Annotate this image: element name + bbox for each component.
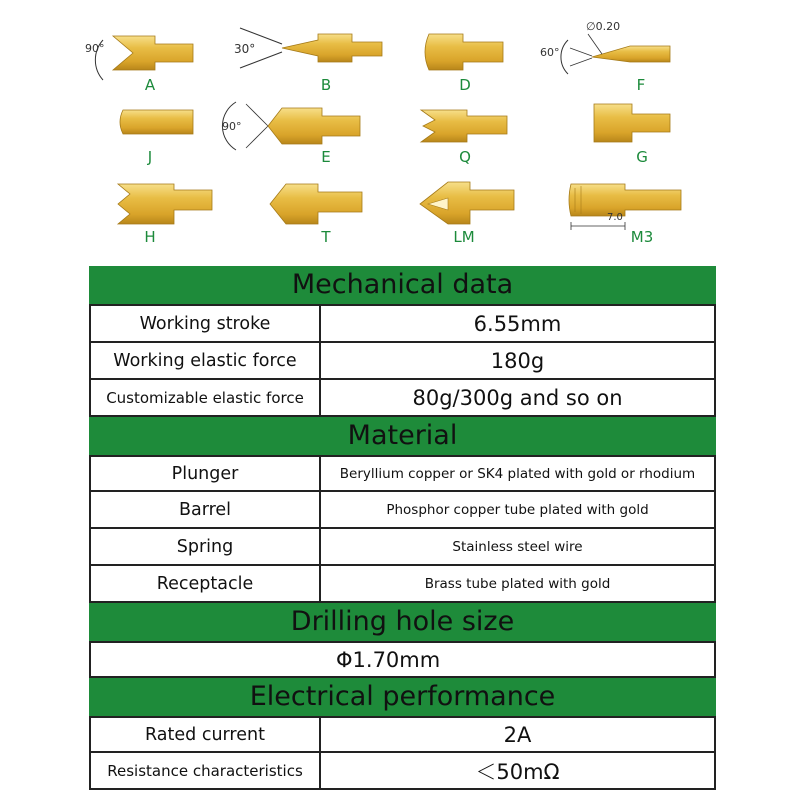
- material-header: Material: [89, 417, 716, 455]
- table-row: [89, 492, 716, 529]
- tip-f-label: F: [636, 76, 646, 94]
- working-force-label: Working elastic force: [91, 343, 321, 378]
- tip-b-angle: 30°: [234, 42, 256, 56]
- table-row: [89, 380, 716, 417]
- barrel-value: Phosphor copper tube plated with gold: [386, 501, 649, 518]
- tip-t: [268, 180, 378, 250]
- table-row: [89, 716, 716, 753]
- table-row: [89, 304, 716, 343]
- resistance-label: Resistance characteristics: [91, 753, 321, 788]
- receptacle-value: Brass tube plated with gold: [424, 575, 611, 592]
- tip-m3-label: M3: [630, 228, 654, 246]
- tip-m3-dimension: 7.0: [607, 212, 623, 223]
- plunger-label: Plunger: [91, 457, 321, 490]
- working-force-value: 180g: [490, 348, 545, 373]
- tip-g: [588, 100, 688, 174]
- drilling-value: Φ1.70mm: [336, 647, 441, 672]
- working-stroke-label: Working stroke: [91, 306, 321, 341]
- tip-g-label: G: [636, 148, 648, 166]
- tip-a-angle: 90°: [85, 42, 105, 55]
- plunger-value: Beryllium copper or SK4 plated with gold or rhodium: [339, 465, 696, 482]
- tip-d-label: D: [459, 76, 471, 94]
- table-row: [89, 455, 716, 492]
- tip-d: [415, 28, 515, 98]
- tip-f-diameter: ∅0.20: [586, 20, 621, 33]
- mechanical-header: Mechanical data: [89, 266, 716, 304]
- tip-lm: [418, 178, 528, 250]
- working-stroke-value: 6.55mm: [473, 311, 562, 336]
- table-row: [89, 343, 716, 380]
- custom-force-value: 80g/300g and so on: [412, 385, 623, 410]
- tip-j-label: J: [147, 148, 153, 166]
- tip-b-label: B: [320, 76, 332, 94]
- spring-value: Stainless steel wire: [452, 538, 583, 555]
- tip-h-label: H: [144, 228, 156, 246]
- tip-j: [115, 106, 205, 172]
- table-row: [89, 566, 716, 603]
- tip-a: [85, 28, 195, 98]
- tip-m3: [565, 176, 695, 250]
- custom-force-label: Customizable elastic force: [91, 380, 321, 415]
- table-row: [89, 753, 716, 790]
- tip-lm-label: LM: [453, 228, 475, 246]
- tip-q-label: Q: [459, 148, 471, 166]
- table-row: [89, 529, 716, 566]
- rated-current-label: Rated current: [91, 718, 321, 751]
- drilling-header: Drilling hole size: [89, 603, 716, 641]
- resistance-value: ＜50mΩ: [475, 759, 560, 784]
- rated-current-value: 2A: [503, 722, 532, 747]
- spec-table: [89, 266, 716, 790]
- receptacle-label: Receptacle: [91, 566, 321, 601]
- tip-e: [222, 98, 372, 174]
- tip-b: [232, 22, 382, 98]
- tip-t-label: T: [321, 228, 331, 246]
- barrel-label: Barrel: [91, 492, 321, 527]
- tip-f-angle: 60°: [540, 46, 560, 59]
- spring-label: Spring: [91, 529, 321, 564]
- tip-e-angle: 90°: [222, 120, 242, 133]
- tip-a-label: A: [144, 76, 156, 94]
- table-row: [89, 641, 716, 678]
- tip-e-label: E: [321, 148, 331, 166]
- tip-f: [540, 18, 680, 98]
- tip-q: [415, 104, 515, 174]
- tip-h: [114, 180, 224, 250]
- electrical-header: Electrical performance: [89, 678, 716, 716]
